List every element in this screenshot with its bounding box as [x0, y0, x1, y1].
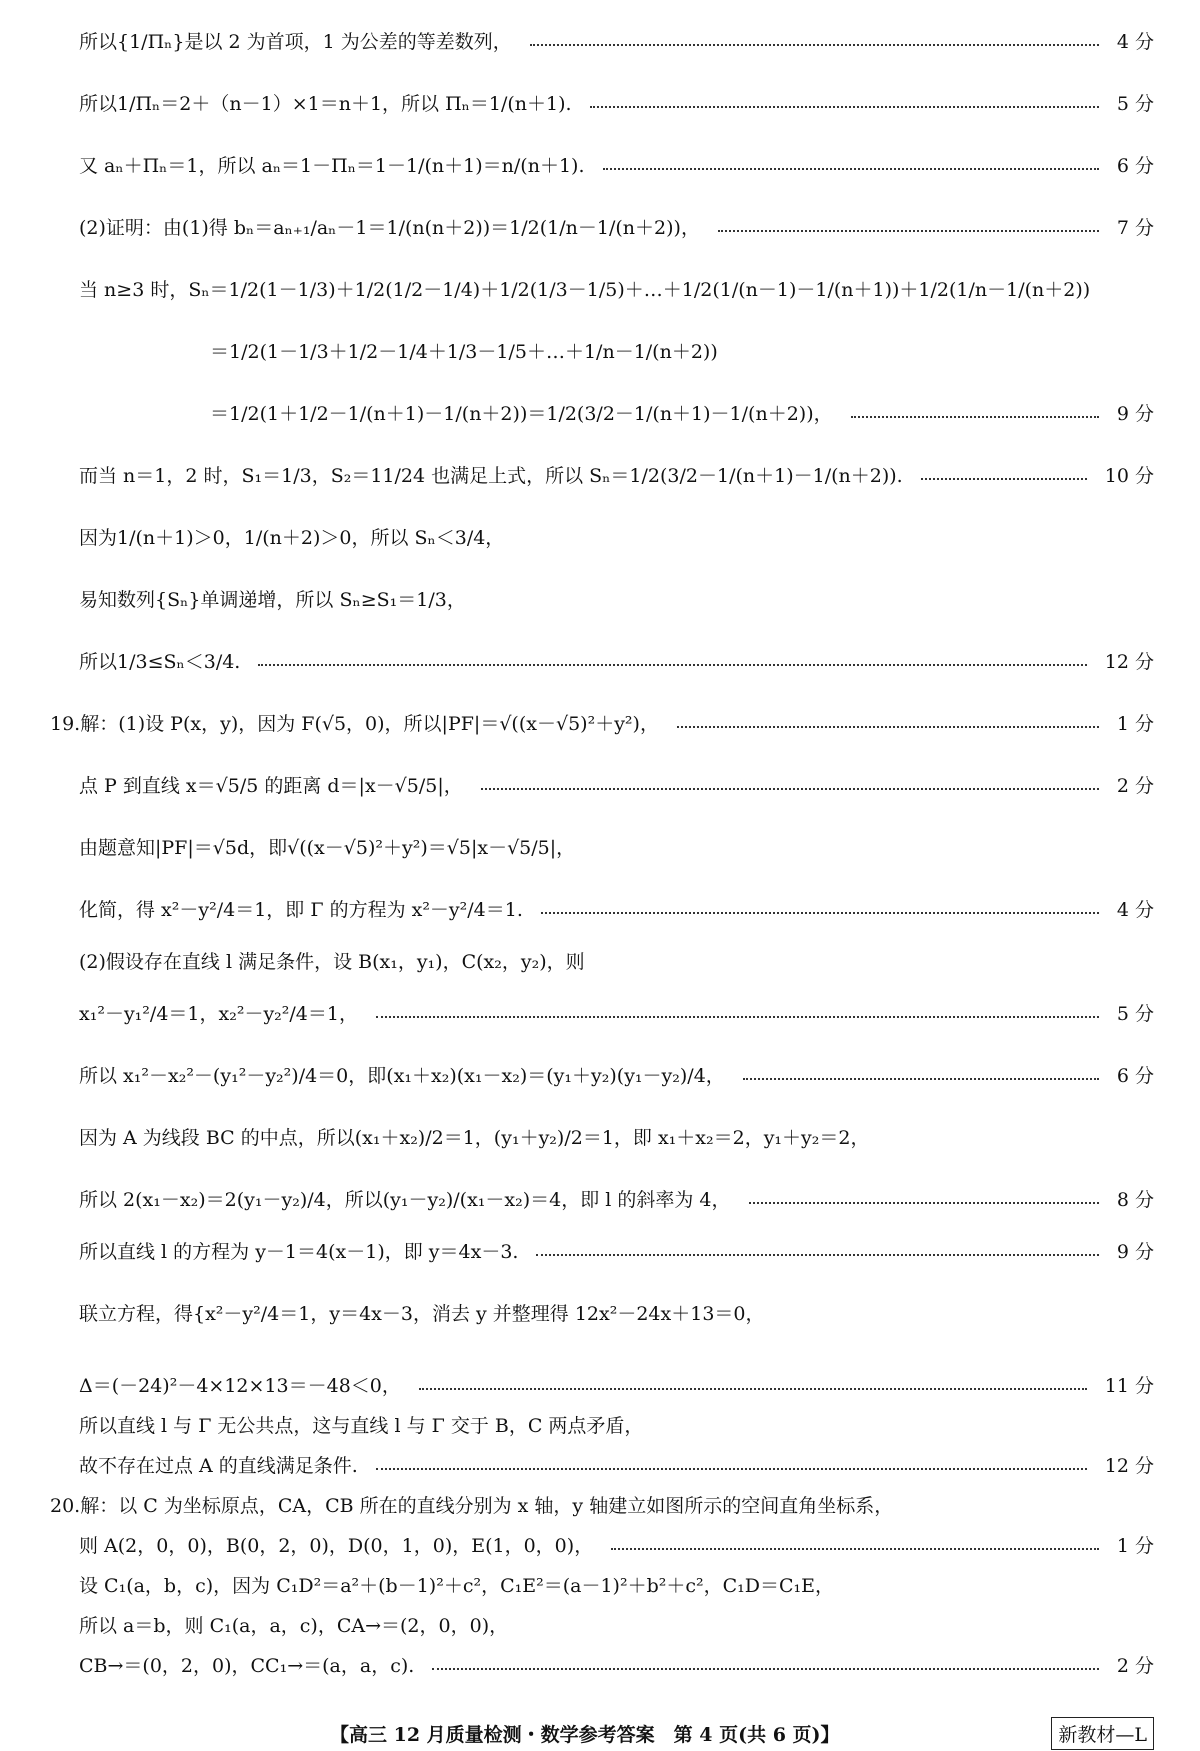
- score-label: 7 分: [1116, 216, 1154, 239]
- score-label: 5 分: [1116, 92, 1154, 115]
- line-text: 化简，得 x²－y²/4＝1，即 Γ 的方程为 x²－y²/4＝1.: [79, 898, 523, 921]
- solution-line: [0, 332, 1200, 372]
- edition-tag: 新教材—L: [1051, 1717, 1154, 1750]
- solution-line: [0, 456, 1200, 496]
- dot-leader: [530, 44, 1099, 46]
- solution-line: [0, 642, 1200, 682]
- line-text: 点 P 到直线 x＝√5/5 的距离 d＝|x－√5/5|，: [79, 774, 463, 797]
- line-text: 当 n≥3 时，Sₙ＝1/2(1－1/3)＋1/2(1/2－1/4)＋1/2(1/3－1/5)＋…＋1/2(1/(n－1)－1/(n＋1))＋1/2(1/n－1/(n＋2)): [79, 278, 1091, 301]
- score-label: 2 分: [1116, 774, 1154, 797]
- solution-line: [0, 1232, 1200, 1272]
- solution-line: [0, 1526, 1200, 1566]
- line-text: 20.解：以 C 为坐标原点，CA，CB 所在的直线分别为 x 轴，y 轴建立如图所示的空间直角坐标系，: [50, 1494, 894, 1517]
- solution-line: [0, 394, 1200, 434]
- solution-line: [0, 1566, 1200, 1606]
- dot-leader: [541, 912, 1099, 914]
- solution-line: [0, 828, 1200, 868]
- dot-leader: [376, 1468, 1087, 1470]
- dot-leader: [419, 1388, 1087, 1390]
- line-text: 联立方程，得{x²－y²/4＝1，y＝4x－3，消去 y 并整理得 12x²－24x＋13＝0，: [79, 1302, 765, 1325]
- line-text: (2)假设存在直线 l 满足条件，设 B(x₁，y₁)，C(x₂，y₂)，则: [79, 950, 585, 973]
- solution-line: [0, 766, 1200, 806]
- score-label: 10 分: [1104, 464, 1154, 487]
- line-text: 而当 n＝1，2 时，S₁＝1/3，S₂＝11/24 也满足上式，所以 Sₙ＝1/2(3/2－1/(n＋1)－1/(n＋2)).: [79, 464, 903, 487]
- dot-leader: [749, 1202, 1099, 1204]
- score-label: 12 分: [1104, 1454, 1154, 1477]
- line-text: 所以{1/Πₙ}是以 2 为首项，1 为公差的等差数列，: [79, 30, 512, 53]
- line-text: 19.解：(1)设 P(x，y)，因为 F(√5，0)，所以|PF|＝√((x－√5)²＋y²)，: [50, 712, 659, 735]
- line-text: (2)证明：由(1)得 bₙ＝aₙ₊₁/aₙ－1＝1/(n(n＋2))＝1/2(1/n－1/(n＋2))，: [79, 216, 700, 239]
- solution-line: [0, 1486, 1200, 1526]
- line-text: Δ＝(－24)²－4×12×13＝－48＜0，: [79, 1374, 401, 1397]
- dot-leader: [677, 726, 1099, 728]
- dot-leader: [258, 664, 1086, 666]
- dot-leader: [376, 1016, 1099, 1018]
- score-label: 1 分: [1116, 712, 1154, 735]
- solution-line: [0, 1446, 1200, 1486]
- line-text: 所以 a＝b，则 C₁(a，a，c)，CA→＝(2，0，0)，: [79, 1614, 509, 1637]
- line-text: 易知数列{Sₙ}单调递增，所以 Sₙ≥S₁＝1/3，: [79, 588, 466, 611]
- solution-line: [0, 270, 1200, 310]
- solution-line: [0, 1366, 1200, 1406]
- score-label: 4 分: [1116, 898, 1154, 921]
- line-text: 又 aₙ＋Πₙ＝1，所以 aₙ＝1－Πₙ＝1－1/(n＋1)＝n/(n＋1).: [79, 154, 585, 177]
- solution-line: [0, 890, 1200, 930]
- solution-line: [0, 1406, 1200, 1446]
- score-label: 12 分: [1104, 650, 1154, 673]
- line-text: 所以 x₁²－x₂²－(y₁²－y₂²)/4＝0，即(x₁＋x₂)(x₁－x₂)＝(y₁＋y₂)(y₁－y₂)/4，: [79, 1064, 725, 1087]
- page-footer: [0, 1718, 1200, 1748]
- dot-leader: [718, 230, 1099, 232]
- solution-line: [0, 146, 1200, 186]
- score-label: 6 分: [1116, 154, 1154, 177]
- line-text: 因为 A 为线段 BC 的中点，所以(x₁＋x₂)/2＝1，(y₁＋y₂)/2＝1，即 x₁＋x₂＝2，y₁＋y₂＝2，: [79, 1126, 870, 1149]
- dot-leader: [432, 1668, 1099, 1670]
- line-text: 所以直线 l 的方程为 y－1＝4(x－1)，即 y＝4x－3.: [79, 1240, 519, 1263]
- dot-leader: [743, 1078, 1099, 1080]
- solution-line: [0, 1056, 1200, 1096]
- solution-line: [0, 84, 1200, 124]
- solution-line: [0, 942, 1200, 982]
- solution-line: [0, 22, 1200, 62]
- dot-leader: [603, 168, 1099, 170]
- solution-line: [0, 1606, 1200, 1646]
- solution-line: [0, 580, 1200, 620]
- line-text: ＝1/2(1＋1/2－1/(n＋1)－1/(n＋2))＝1/2(3/2－1/(n＋1)－1/(n＋2))，: [210, 402, 833, 425]
- score-label: 1 分: [1116, 1534, 1154, 1557]
- score-label: 11 分: [1104, 1374, 1154, 1397]
- line-text: 由题意知|PF|＝√5d，即√((x－√5)²＋y²)＝√5|x－√5/5|，: [79, 836, 576, 859]
- line-text: 所以直线 l 与 Γ 无公共点，这与直线 l 与 Γ 交于 B，C 两点矛盾，: [79, 1414, 644, 1437]
- score-label: 9 分: [1116, 402, 1154, 425]
- dot-leader: [851, 416, 1099, 418]
- dot-leader: [481, 788, 1099, 790]
- line-text: CB→＝(0，2，0)，CC₁→＝(a，a，c).: [79, 1654, 415, 1677]
- line-text: ＝1/2(1－1/3＋1/2－1/4＋1/3－1/5＋…＋1/n－1/(n＋2)): [210, 340, 718, 363]
- line-text: 所以1/3≤Sₙ＜3/4.: [79, 650, 241, 673]
- dot-leader: [921, 478, 1087, 480]
- footer-title: 【高三 12 月质量检测・数学参考答案 第 4 页(共 6 页)】: [330, 1723, 840, 1746]
- solution-line: [0, 518, 1200, 558]
- line-text: 因为1/(n＋1)＞0，1/(n＋2)＞0，所以 Sₙ＜3/4，: [79, 526, 505, 549]
- solution-line: [0, 208, 1200, 248]
- dot-leader: [611, 1548, 1099, 1550]
- score-label: 2 分: [1116, 1654, 1154, 1677]
- line-text: 故不存在过点 A 的直线满足条件.: [79, 1454, 358, 1477]
- dot-leader: [590, 106, 1099, 108]
- score-label: 9 分: [1116, 1240, 1154, 1263]
- solution-line: [0, 994, 1200, 1034]
- line-text: 设 C₁(a，b，c)，因为 C₁D²＝a²＋(b－1)²＋c²，C₁E²＝(a－1)²＋b²＋c²，C₁D＝C₁E，: [79, 1574, 835, 1597]
- line-text: 则 A(2，0，0)，B(0，2，0)，D(0，1，0)，E(1，0，0)，: [79, 1534, 594, 1557]
- score-label: 4 分: [1116, 30, 1154, 53]
- score-label: 8 分: [1116, 1188, 1154, 1211]
- solution-line: [0, 1180, 1200, 1220]
- score-label: 5 分: [1116, 1002, 1154, 1025]
- dot-leader: [536, 1254, 1098, 1256]
- line-text: 所以1/Πₙ＝2＋（n－1）×1＝n＋1，所以 Πₙ＝1/(n＋1).: [79, 92, 572, 115]
- line-text: 所以 2(x₁－x₂)＝2(y₁－y₂)/4，所以(y₁－y₂)/(x₁－x₂)＝4，即 l 的斜率为 4，: [79, 1188, 731, 1211]
- solution-line: [0, 704, 1200, 744]
- solution-line: [0, 1294, 1200, 1334]
- line-text: x₁²－y₁²/4＝1，x₂²－y₂²/4＝1，: [79, 1002, 358, 1025]
- solution-line: [0, 1118, 1200, 1158]
- score-label: 6 分: [1116, 1064, 1154, 1087]
- solution-line: [0, 1646, 1200, 1686]
